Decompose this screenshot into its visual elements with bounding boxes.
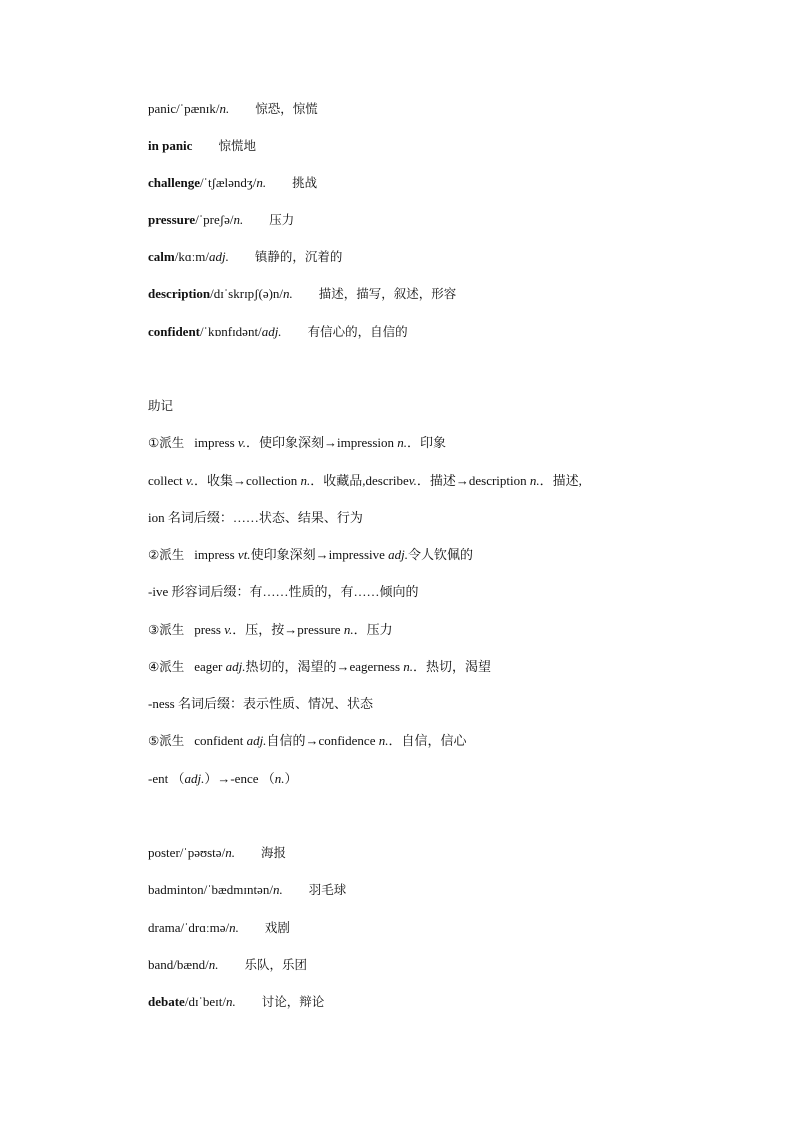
phonetic: /ˈkɒnfɪdənt/ (200, 324, 262, 339)
vocab-entry (148, 324, 408, 340)
text: ．印象 (407, 435, 447, 450)
part-of-speech: n. (378, 733, 389, 748)
meaning: 挑战 (292, 175, 318, 190)
mnemonic-line: -ive 形容词后缀：有……性质的，有……倾向的 (148, 584, 419, 599)
meaning: 惊恐，惊慌 (255, 101, 318, 116)
meaning: 羽毛球 (308, 882, 347, 897)
vocab-entry (148, 845, 286, 861)
part-of-speech: n. (233, 212, 244, 227)
part-of-speech: n. (283, 286, 293, 301)
part-of-speech: v. (237, 435, 246, 450)
mnemonic-line: -ness 名词后缀：表示性质、情况、状态 (148, 696, 373, 711)
text: ．压，按→pressure (232, 622, 344, 637)
word: pressure (148, 212, 196, 227)
text: ．使印象深刻→impression (245, 435, 398, 450)
word: debate (148, 994, 185, 1009)
word: badminton (148, 882, 204, 897)
vocab-entry (148, 212, 294, 228)
vocab-entry (148, 286, 456, 302)
meaning: 有信心的，自信的 (307, 324, 408, 339)
mnemonic-line: ion 名词后缀：……状态、结果、行为 (148, 510, 363, 525)
word: description (148, 286, 211, 301)
phonetic: /ˈdrɑːmə/ (180, 920, 230, 935)
mnemonic-line (148, 473, 582, 489)
part-of-speech: n. (208, 957, 219, 972)
mnemonic-line (148, 771, 298, 787)
part-of-speech: adj. (184, 771, 205, 786)
derivation-label: ③派生 (148, 622, 185, 637)
mnemonic-line (148, 659, 491, 675)
word: band (148, 957, 174, 972)
part-of-speech: v. (185, 473, 194, 488)
phonetic: /dɪˈbeɪt/ (184, 994, 227, 1009)
phonetic: /ˈbædmɪntən/ (203, 882, 273, 897)
text: ．收集→collection (193, 473, 301, 488)
part-of-speech: n. (226, 994, 236, 1009)
part-of-speech: n. (272, 882, 283, 897)
part-of-speech: adj. (246, 733, 267, 748)
part-of-speech: adj. (208, 249, 229, 264)
meaning: 乐队，乐团 (244, 957, 307, 972)
text: 自信的→confidence (266, 733, 379, 748)
derivation-label: ②派生 (148, 547, 185, 562)
text: ．自信，信心 (388, 733, 467, 748)
derivation-label: ⑤派生 (148, 733, 185, 748)
part-of-speech: vt. (237, 547, 251, 562)
phonetic: /ˈpænɪk/ (176, 101, 220, 116)
part-of-speech: n. (343, 622, 354, 637)
phonetic: /ˈpreʃə/ (195, 212, 234, 227)
part-of-speech: n. (397, 435, 408, 450)
part-of-speech: v. (408, 473, 417, 488)
text: eager (194, 659, 226, 674)
phonetic: /bænd/ (173, 957, 209, 972)
mnemonic-heading: 助记 (148, 398, 174, 413)
text: ．热切，渴望 (413, 659, 492, 674)
text: press (194, 622, 225, 637)
vocab-entry (148, 138, 256, 154)
part-of-speech: v. (224, 622, 233, 637)
text: -ent （ (148, 771, 185, 786)
part-of-speech: n. (256, 175, 267, 190)
text: ）→-ence （ (204, 771, 275, 786)
part-of-speech: adj. (261, 324, 282, 339)
part-of-speech: adj. (225, 659, 246, 674)
meaning: 惊慌地 (218, 138, 256, 153)
phonetic: /ˈtʃæləndʒ/ (200, 175, 257, 190)
word: in panic (148, 138, 193, 153)
part-of-speech: n. (219, 101, 230, 116)
word: challenge (148, 175, 200, 190)
word: calm (148, 249, 175, 264)
part-of-speech: n. (225, 845, 235, 860)
vocab-entry (148, 882, 346, 898)
part-of-speech: n. (274, 771, 285, 786)
mnemonic-line (148, 733, 466, 749)
vocab-entry (148, 249, 342, 265)
meaning: 海报 (260, 845, 286, 860)
text: collect (148, 473, 186, 488)
text: ） (284, 771, 298, 786)
text: ．描述→description (416, 473, 530, 488)
word: drama (148, 920, 181, 935)
text: confident (194, 733, 247, 748)
vocab-entry (148, 101, 318, 117)
text: impress (194, 435, 238, 450)
meaning: 戏剧 (264, 920, 290, 935)
vocab-entry (148, 175, 317, 191)
part-of-speech: n. (229, 920, 239, 935)
mnemonic-line (148, 435, 446, 451)
meaning: 讨论，辩论 (261, 994, 325, 1009)
word: confident (148, 324, 200, 339)
word: panic (148, 101, 177, 116)
meaning: 镇静的，沉着的 (254, 249, 343, 264)
meaning: 描述，描写，叙述，形容 (318, 286, 457, 301)
text: ．收藏品,describe (310, 473, 409, 488)
mnemonic-line (148, 622, 393, 638)
vocab-entry (148, 957, 307, 973)
phonetic: /dɪˈskrɪpʃ(ə)n/ (210, 286, 284, 301)
text: 使印象深刻→impressive (250, 547, 389, 562)
word: poster (148, 845, 180, 860)
part-of-speech: n. (529, 473, 540, 488)
mnemonic-line (148, 547, 473, 563)
derivation-label: ④派生 (148, 659, 185, 674)
phonetic: /kɑːm/ (174, 249, 209, 264)
part-of-speech: adj. (388, 547, 409, 562)
phonetic: /ˈpəʊstə/ (179, 845, 226, 860)
vocab-entry (148, 994, 324, 1010)
derivation-label: ①派生 (148, 435, 185, 450)
part-of-speech: n. (403, 659, 414, 674)
text: 热切的，渴望的→eagerness (245, 659, 404, 674)
part-of-speech: n. (300, 473, 311, 488)
meaning: 压力 (269, 212, 295, 227)
text: ．压力 (353, 622, 393, 637)
text: ．描述, (539, 473, 582, 488)
text: impress (194, 547, 238, 562)
text: 令人钦佩的 (408, 547, 474, 562)
vocab-entry (148, 920, 290, 936)
